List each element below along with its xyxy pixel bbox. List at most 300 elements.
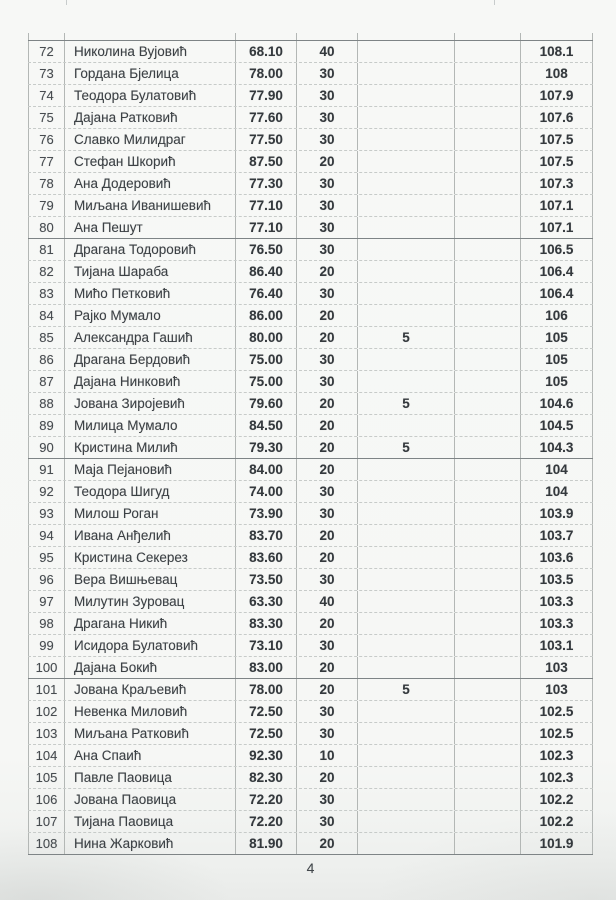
cell-exam: 76.40 (235, 283, 296, 304)
cell-bonus: 5 (357, 679, 454, 700)
cell-no: 107 (28, 811, 64, 832)
cell-total: 107.9 (520, 85, 593, 106)
cell-bonus (357, 63, 454, 84)
cell-no: 82 (28, 261, 64, 282)
cell-points: 20 (296, 679, 357, 700)
cell-points: 20 (296, 833, 357, 854)
cell-no: 99 (28, 635, 64, 656)
cell-extra (454, 657, 520, 678)
cell-exam: 77.60 (235, 107, 296, 128)
scan-artifact-line (494, 0, 495, 5)
cell-name: Стефан Шкорић (64, 151, 235, 172)
scan-line-stubs (28, 33, 593, 40)
cell-no: 87 (28, 371, 64, 392)
table-row (28, 393, 593, 415)
cell-points: 30 (296, 789, 357, 810)
cell-extra (454, 217, 520, 238)
cell-name: Рајко Мумало (64, 305, 235, 326)
cell-extra (454, 745, 520, 766)
cell-name: Гордана Бјелица (64, 63, 235, 84)
table-row (28, 723, 593, 745)
table-row (28, 767, 593, 789)
table-row (28, 239, 593, 261)
cell-exam: 86.40 (235, 261, 296, 282)
cell-name: Маја Пејановић (64, 459, 235, 480)
cell-extra (454, 107, 520, 128)
table-row (28, 349, 593, 371)
cell-no: 78 (28, 173, 64, 194)
cell-total: 104 (520, 459, 593, 480)
cell-exam: 73.50 (235, 569, 296, 590)
cell-points: 20 (296, 305, 357, 326)
cell-name: Невенка Миловић (64, 701, 235, 722)
cell-name: Милутин Зуровац (64, 591, 235, 612)
cell-exam: 79.60 (235, 393, 296, 414)
cell-no: 72 (28, 41, 64, 62)
cell-name: Мићо Петковић (64, 283, 235, 304)
cell-no: 74 (28, 85, 64, 106)
table-row (28, 217, 593, 239)
table-row (28, 525, 593, 547)
cell-total: 103.5 (520, 569, 593, 590)
cell-no: 93 (28, 503, 64, 524)
cell-no: 88 (28, 393, 64, 414)
cell-name: Јована Краљевић (64, 679, 235, 700)
cell-points: 40 (296, 41, 357, 62)
cell-no: 98 (28, 613, 64, 634)
cell-points: 20 (296, 415, 357, 436)
cell-name: Теодора Булатовић (64, 85, 235, 106)
cell-extra (454, 85, 520, 106)
cell-total: 102.2 (520, 789, 593, 810)
cell-bonus (357, 415, 454, 436)
cell-bonus (357, 789, 454, 810)
cell-total: 102.2 (520, 811, 593, 832)
cell-no: 96 (28, 569, 64, 590)
table-row (28, 41, 593, 63)
cell-no: 91 (28, 459, 64, 480)
cell-points: 30 (296, 569, 357, 590)
cell-exam: 86.00 (235, 305, 296, 326)
cell-total: 101.9 (520, 833, 593, 854)
cell-exam: 77.10 (235, 217, 296, 238)
cell-name: Јована Зиројевић (64, 393, 235, 414)
cell-total: 103.9 (520, 503, 593, 524)
table-row (28, 283, 593, 305)
cell-name: Јована Паовица (64, 789, 235, 810)
cell-no: 75 (28, 107, 64, 128)
cell-total: 107.6 (520, 107, 593, 128)
cell-no: 103 (28, 723, 64, 744)
cell-extra (454, 283, 520, 304)
table-row (28, 327, 593, 349)
cell-extra (454, 723, 520, 744)
cell-extra (454, 525, 520, 546)
cell-total: 108.1 (520, 41, 593, 62)
cell-extra (454, 635, 520, 656)
cell-total: 106.4 (520, 261, 593, 282)
table-row (28, 63, 593, 85)
cell-total: 107.5 (520, 129, 593, 150)
cell-extra (454, 261, 520, 282)
cell-bonus (357, 833, 454, 854)
table-row (28, 701, 593, 723)
cell-extra (454, 833, 520, 854)
cell-total: 103.1 (520, 635, 593, 656)
table-row (28, 613, 593, 635)
cell-bonus (357, 635, 454, 656)
cell-extra (454, 613, 520, 634)
table-row (28, 679, 593, 701)
cell-no: 95 (28, 547, 64, 568)
table-row (28, 85, 593, 107)
table-row (28, 151, 593, 173)
cell-name: Нина Жарковић (64, 833, 235, 854)
cell-name: Дајана Нинковић (64, 371, 235, 392)
stub-cell (235, 33, 296, 40)
cell-name: Кристина Милић (64, 437, 235, 458)
cell-exam: 73.90 (235, 503, 296, 524)
cell-name: Милош Роган (64, 503, 235, 524)
cell-exam: 84.50 (235, 415, 296, 436)
cell-bonus (357, 481, 454, 502)
cell-exam: 72.20 (235, 811, 296, 832)
cell-exam: 73.10 (235, 635, 296, 656)
cell-bonus (357, 701, 454, 722)
cell-total: 105 (520, 371, 593, 392)
cell-total: 104.6 (520, 393, 593, 414)
cell-points: 20 (296, 547, 357, 568)
cell-bonus (357, 657, 454, 678)
cell-points: 20 (296, 657, 357, 678)
stub-cell (296, 33, 357, 40)
cell-extra (454, 679, 520, 700)
cell-name: Дајана Ратковић (64, 107, 235, 128)
table-row (28, 173, 593, 195)
cell-points: 30 (296, 217, 357, 238)
cell-bonus (357, 283, 454, 304)
cell-points: 30 (296, 723, 357, 744)
cell-name: Вера Вишњевац (64, 569, 235, 590)
cell-points: 20 (296, 525, 357, 546)
cell-points: 30 (296, 481, 357, 502)
cell-exam: 92.30 (235, 745, 296, 766)
cell-exam: 75.00 (235, 371, 296, 392)
cell-points: 30 (296, 283, 357, 304)
table-row (28, 569, 593, 591)
cell-extra (454, 811, 520, 832)
table-row (28, 129, 593, 151)
cell-bonus (357, 151, 454, 172)
cell-no: 97 (28, 591, 64, 612)
cell-points: 10 (296, 745, 357, 766)
cell-points: 20 (296, 393, 357, 414)
cell-bonus (357, 723, 454, 744)
cell-name: Тијана Шараба (64, 261, 235, 282)
cell-points: 30 (296, 63, 357, 84)
cell-total: 104.5 (520, 415, 593, 436)
cell-extra (454, 481, 520, 502)
cell-name: Тијана Паовица (64, 811, 235, 832)
table-row (28, 789, 593, 811)
results-table-body (28, 40, 593, 855)
table-row (28, 657, 593, 679)
cell-no: 105 (28, 767, 64, 788)
cell-bonus (357, 767, 454, 788)
cell-points: 20 (296, 459, 357, 480)
cell-points: 30 (296, 349, 357, 370)
cell-bonus (357, 503, 454, 524)
cell-name: Ана Спаић (64, 745, 235, 766)
cell-bonus (357, 305, 454, 326)
cell-bonus (357, 591, 454, 612)
cell-total: 107.3 (520, 173, 593, 194)
table-row (28, 833, 593, 855)
cell-no: 102 (28, 701, 64, 722)
cell-exam: 82.30 (235, 767, 296, 788)
table-row (28, 503, 593, 525)
cell-extra (454, 173, 520, 194)
cell-exam: 83.30 (235, 613, 296, 634)
cell-extra (454, 437, 520, 458)
cell-points: 30 (296, 85, 357, 106)
cell-bonus (357, 129, 454, 150)
cell-exam: 81.90 (235, 833, 296, 854)
cell-total: 108 (520, 63, 593, 84)
cell-total: 106 (520, 305, 593, 326)
cell-points: 30 (296, 173, 357, 194)
cell-exam: 77.90 (235, 85, 296, 106)
cell-total: 103 (520, 679, 593, 700)
cell-bonus (357, 107, 454, 128)
cell-bonus (357, 261, 454, 282)
table-row (28, 811, 593, 833)
cell-exam: 83.70 (235, 525, 296, 546)
cell-total: 106.4 (520, 283, 593, 304)
cell-extra (454, 129, 520, 150)
cell-no: 81 (28, 239, 64, 260)
cell-no: 108 (28, 833, 64, 854)
cell-points: 30 (296, 811, 357, 832)
cell-exam: 83.60 (235, 547, 296, 568)
cell-extra (454, 701, 520, 722)
cell-points: 30 (296, 195, 357, 216)
cell-no: 76 (28, 129, 64, 150)
cell-no: 104 (28, 745, 64, 766)
cell-extra (454, 591, 520, 612)
cell-name: Николина Вујовић (64, 41, 235, 62)
cell-points: 30 (296, 371, 357, 392)
cell-no: 83 (28, 283, 64, 304)
cell-no: 77 (28, 151, 64, 172)
cell-bonus (357, 459, 454, 480)
cell-extra (454, 327, 520, 348)
stub-cell (454, 33, 520, 40)
table-row (28, 371, 593, 393)
cell-no: 79 (28, 195, 64, 216)
cell-name: Дајана Бокић (64, 657, 235, 678)
cell-total: 104 (520, 481, 593, 502)
cell-points: 30 (296, 129, 357, 150)
cell-total: 102.3 (520, 745, 593, 766)
cell-points: 30 (296, 239, 357, 260)
table-row (28, 745, 593, 767)
cell-no: 106 (28, 789, 64, 810)
cell-exam: 79.30 (235, 437, 296, 458)
cell-exam: 78.00 (235, 63, 296, 84)
cell-no: 85 (28, 327, 64, 348)
stub-cell (357, 33, 454, 40)
table-row (28, 635, 593, 657)
cell-no: 86 (28, 349, 64, 370)
cell-extra (454, 569, 520, 590)
cell-bonus (357, 547, 454, 568)
cell-exam: 77.10 (235, 195, 296, 216)
cell-total: 107.5 (520, 151, 593, 172)
table-row (28, 261, 593, 283)
table-row (28, 437, 593, 459)
cell-total: 103.3 (520, 613, 593, 634)
table-row (28, 195, 593, 217)
cell-total: 105 (520, 349, 593, 370)
cell-extra (454, 41, 520, 62)
cell-extra (454, 371, 520, 392)
cell-points: 20 (296, 327, 357, 348)
cell-extra (454, 547, 520, 568)
cell-extra (454, 239, 520, 260)
table-row (28, 459, 593, 481)
scan-artifact-line (66, 0, 67, 5)
cell-exam: 84.00 (235, 459, 296, 480)
table-row (28, 107, 593, 129)
cell-name: Ивана Анђелић (64, 525, 235, 546)
cell-total: 103.3 (520, 591, 593, 612)
cell-bonus: 5 (357, 393, 454, 414)
results-table (28, 33, 593, 855)
table-row (28, 591, 593, 613)
cell-name: Славко Милидраг (64, 129, 235, 150)
cell-name: Миљана Иванишевић (64, 195, 235, 216)
cell-bonus: 5 (357, 327, 454, 348)
cell-name: Драгана Бердовић (64, 349, 235, 370)
cell-points: 20 (296, 151, 357, 172)
cell-extra (454, 195, 520, 216)
table-row (28, 415, 593, 437)
cell-total: 103 (520, 657, 593, 678)
cell-bonus (357, 569, 454, 590)
cell-no: 94 (28, 525, 64, 546)
cell-bonus (357, 195, 454, 216)
cell-extra (454, 415, 520, 436)
cell-bonus (357, 745, 454, 766)
cell-bonus (357, 811, 454, 832)
cell-points: 20 (296, 767, 357, 788)
cell-points: 40 (296, 591, 357, 612)
cell-bonus (357, 173, 454, 194)
cell-no: 92 (28, 481, 64, 502)
cell-points: 20 (296, 261, 357, 282)
stub-cell (64, 33, 235, 40)
cell-exam: 72.20 (235, 789, 296, 810)
cell-exam: 74.00 (235, 481, 296, 502)
cell-total: 105 (520, 327, 593, 348)
cell-exam: 72.50 (235, 701, 296, 722)
page-number: 4 (306, 860, 315, 876)
cell-exam: 68.10 (235, 41, 296, 62)
cell-bonus (357, 85, 454, 106)
cell-bonus (357, 371, 454, 392)
cell-total: 103.7 (520, 525, 593, 546)
cell-total: 107.1 (520, 217, 593, 238)
cell-total: 106.5 (520, 239, 593, 260)
cell-extra (454, 349, 520, 370)
cell-bonus (357, 41, 454, 62)
cell-no: 84 (28, 305, 64, 326)
table-row (28, 305, 593, 327)
cell-exam: 77.50 (235, 129, 296, 150)
cell-no: 89 (28, 415, 64, 436)
cell-extra (454, 305, 520, 326)
cell-exam: 80.00 (235, 327, 296, 348)
cell-name: Исидора Булатовић (64, 635, 235, 656)
cell-exam: 75.00 (235, 349, 296, 370)
cell-bonus (357, 239, 454, 260)
cell-exam: 87.50 (235, 151, 296, 172)
cell-name: Милица Мумало (64, 415, 235, 436)
cell-name: Кристина Секерез (64, 547, 235, 568)
cell-name: Теодора Шигуд (64, 481, 235, 502)
cell-exam: 72.50 (235, 723, 296, 744)
cell-name: Ана Пешут (64, 217, 235, 238)
stub-cell (520, 33, 593, 40)
cell-exam: 78.00 (235, 679, 296, 700)
cell-extra (454, 789, 520, 810)
cell-name: Миљана Ратковић (64, 723, 235, 744)
cell-bonus: 5 (357, 437, 454, 458)
stub-cell (28, 33, 64, 40)
cell-total: 103.6 (520, 547, 593, 568)
cell-no: 80 (28, 217, 64, 238)
cell-bonus (357, 349, 454, 370)
table-row (28, 481, 593, 503)
cell-total: 104.3 (520, 437, 593, 458)
cell-exam: 76.50 (235, 239, 296, 260)
cell-name: Павле Паовица (64, 767, 235, 788)
cell-name: Драгана Тодоровић (64, 239, 235, 260)
cell-extra (454, 151, 520, 172)
cell-no: 101 (28, 679, 64, 700)
cell-name: Александра Гашић (64, 327, 235, 348)
cell-points: 30 (296, 635, 357, 656)
cell-points: 30 (296, 503, 357, 524)
cell-name: Ана Додеровић (64, 173, 235, 194)
cell-name: Драгана Никић (64, 613, 235, 634)
cell-bonus (357, 217, 454, 238)
cell-extra (454, 393, 520, 414)
cell-exam: 83.00 (235, 657, 296, 678)
cell-total: 102.5 (520, 701, 593, 722)
cell-extra (454, 63, 520, 84)
cell-points: 20 (296, 613, 357, 634)
cell-no: 100 (28, 657, 64, 678)
cell-total: 107.1 (520, 195, 593, 216)
cell-points: 30 (296, 701, 357, 722)
cell-total: 102.3 (520, 767, 593, 788)
cell-points: 30 (296, 107, 357, 128)
cell-exam: 77.30 (235, 173, 296, 194)
cell-bonus (357, 613, 454, 634)
cell-extra (454, 767, 520, 788)
